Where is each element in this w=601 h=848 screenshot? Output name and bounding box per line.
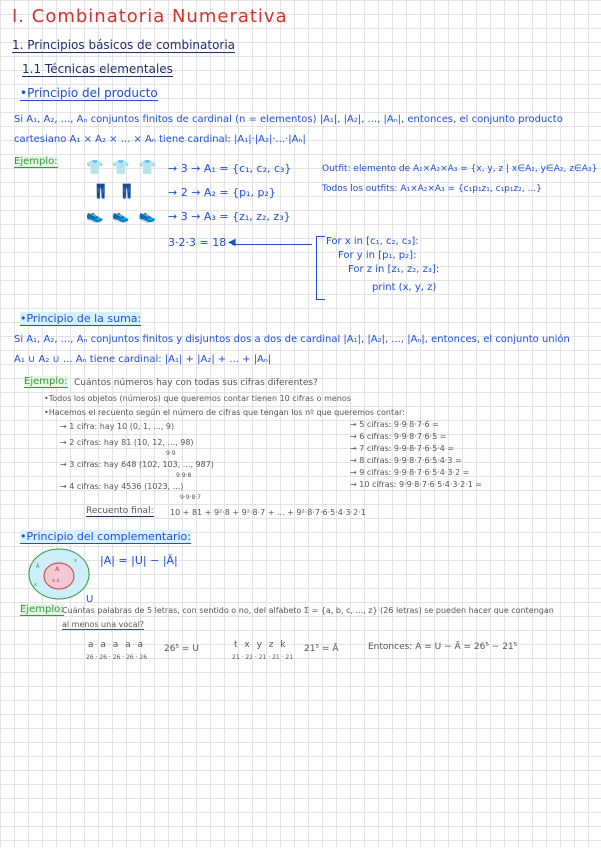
producto-def-line2: cartesiano A₁ × A₂ × ... × Aₙ tiene cardinal: |A₁|·|A₂|·...·|Aₙ| xyxy=(14,134,306,145)
pantalones-row: → 2 → A₂ = {p₁, p₂} xyxy=(168,186,276,199)
cifras-1: → 1 cifra: hay 10 (0, 1, ..., 9) xyxy=(60,422,175,431)
section-heading: 1. Principios básicos de combinatoria xyxy=(12,38,236,52)
cifras-3-sub: 9·9·8 xyxy=(176,472,192,479)
camisetas-row: → 3 → A₁ = {c₁, c₂, c₃} xyxy=(168,162,292,175)
arrow-line xyxy=(232,244,312,245)
principio-suma-heading: •Principio de la suma: xyxy=(20,312,142,325)
universe-label: U xyxy=(86,594,94,605)
principio-complementario-heading: •Principio del complementario: xyxy=(20,530,191,543)
cifras-10: → 10 cifras: 9·9·8·7·6·5·4·3·2·1 = xyxy=(350,480,483,489)
outfits-all: Todos los outfits: A₁×A₂×A₃ = {c₁p₁z₁, c₁p₁z₂, ...} xyxy=(322,184,542,194)
suma-bullet2: •Hacemos el recuento según el número de cifras que tengan los nº que queremos contar: xyxy=(44,408,405,417)
final-result: Entonces: A = U − Ā = 26⁵ − 21⁵ xyxy=(368,642,518,652)
complement-result: 21⁵ = Ā xyxy=(304,644,339,654)
svg-text:x: x xyxy=(74,558,77,564)
code-bracket xyxy=(316,236,325,300)
cifras-4-sub: 9·9·8·7 xyxy=(180,494,201,501)
complementario-question-line1: Cuántas palabras de 5 letras, con sentido o no, del alfabeto Σ = {a, b, c, ..., z} (26 letras) se pueden hacer que contengan xyxy=(62,606,554,615)
letters-all: a a a a a xyxy=(88,640,146,650)
suma-bullet1: •Todos los objetos (números) que queremos contar tienen 10 cifras o menos xyxy=(44,394,351,403)
svg-text:x x: x x xyxy=(52,578,60,584)
ejemplo-label: Ejemplo: xyxy=(20,604,64,615)
complementario-question-line2: al menos una vocal? xyxy=(62,620,145,629)
cifras-7: → 7 cifras: 9·9·8·7·6·5·4 = xyxy=(350,444,455,453)
cifras-6: → 6 cifras: 9·9·8·7·6·5 = xyxy=(350,432,447,441)
cifras-5: → 5 cifras: 9·9·8·7·6 = xyxy=(350,420,439,429)
cifras-2-sub: 9·9 xyxy=(166,450,176,457)
product-result: 3·2·3 = 18 xyxy=(168,236,227,249)
code-line2: For y in [p₁, p₂]: xyxy=(338,250,417,261)
ejemplo-label: Ejemplo: xyxy=(24,376,68,387)
cifras-8: → 8 cifras: 9·9·8·7·6·5·4·3 = xyxy=(350,456,462,465)
principio-producto-heading: •Principio del producto xyxy=(20,86,158,100)
venn-diagram xyxy=(26,546,92,602)
ejemplo-label: Ejemplo: xyxy=(14,156,58,167)
suma-def-line1: Si A₁, A₂, ..., Aₙ conjuntos finitos y disjuntos dos a dos de cardinal |A₁|, |A₂|, ..., |Aₙ|, entonces, el conjunto unión xyxy=(14,334,570,345)
arrow-head-icon: ◀ xyxy=(228,237,236,248)
code-line3: For z in [z₁, z₂, z₃]: xyxy=(348,264,440,275)
code-line1: For x in [c₁, c₂, c₃]: xyxy=(326,236,419,247)
svg-text:x: x xyxy=(34,582,37,588)
cifras-4: → 4 cifras: hay 4536 (1023, ...) xyxy=(60,482,184,491)
recuento-label: Recuento final: xyxy=(86,506,154,516)
pants-icon: 👖 👖 xyxy=(92,184,136,200)
recuento-final: 10 + 81 + 9²·8 + 9²·8·7 + ... + 9²·8·7·6·5·4·3·2·1 xyxy=(170,508,366,517)
svg-text:A: A xyxy=(55,566,60,573)
shirt-icon: 👕 👕 👕 xyxy=(86,160,157,176)
page-title: I. Combinatoria Numerativa xyxy=(12,6,288,27)
cifras-3: → 3 cifras: hay 648 (102, 103, ..., 987) xyxy=(60,460,214,469)
subsection-heading: 1.1 Técnicas elementales xyxy=(22,62,173,76)
code-line4: print (x, y, z) xyxy=(372,282,437,293)
svg-text:Ā: Ā xyxy=(36,564,40,570)
suma-def-line2: A₁ ∪ A₂ ∪ ... Aₙ tiene cardinal: |A₁| + |A₂| + ... + |Aₙ| xyxy=(14,354,272,365)
total-result: 26⁵ = U xyxy=(164,644,199,654)
outfit-definition: Outfit: elemento de A₁×A₂×A₃ = {x, y, z | x∈A₁, y∈A₂, z∈A₃} xyxy=(322,164,598,174)
letters-consonants: t x y z k xyxy=(234,640,288,650)
cifras-9: → 9 cifras: 9·9·8·7·6·5·4·3·2 = xyxy=(350,468,470,477)
suma-question: Cuántos números hay con todas sus cifras diferentes? xyxy=(74,378,318,388)
complementario-formula: |A| = |U| − |Ā| xyxy=(100,554,178,567)
shoe-icon: 👟 👟 👟 xyxy=(86,208,157,224)
producto-def-line1: Si A₁, A₂, ..., Aₙ conjuntos finitos de cardinal (n = elementos) |A₁|, |A₂|, ..., |Aₙ|, entonces, el conjunto producto xyxy=(14,114,563,125)
letters-consonants-counts: 21 · 21 · 21 · 21 · 21 xyxy=(232,654,294,661)
zapatos-row: → 3 → A₃ = {z₁, z₂, z₃} xyxy=(168,210,291,223)
cifras-2: → 2 cifras: hay 81 (10, 12, ..., 98) xyxy=(60,438,194,447)
letters-all-counts: 26 · 26 · 26 · 26 · 26 xyxy=(86,654,148,661)
